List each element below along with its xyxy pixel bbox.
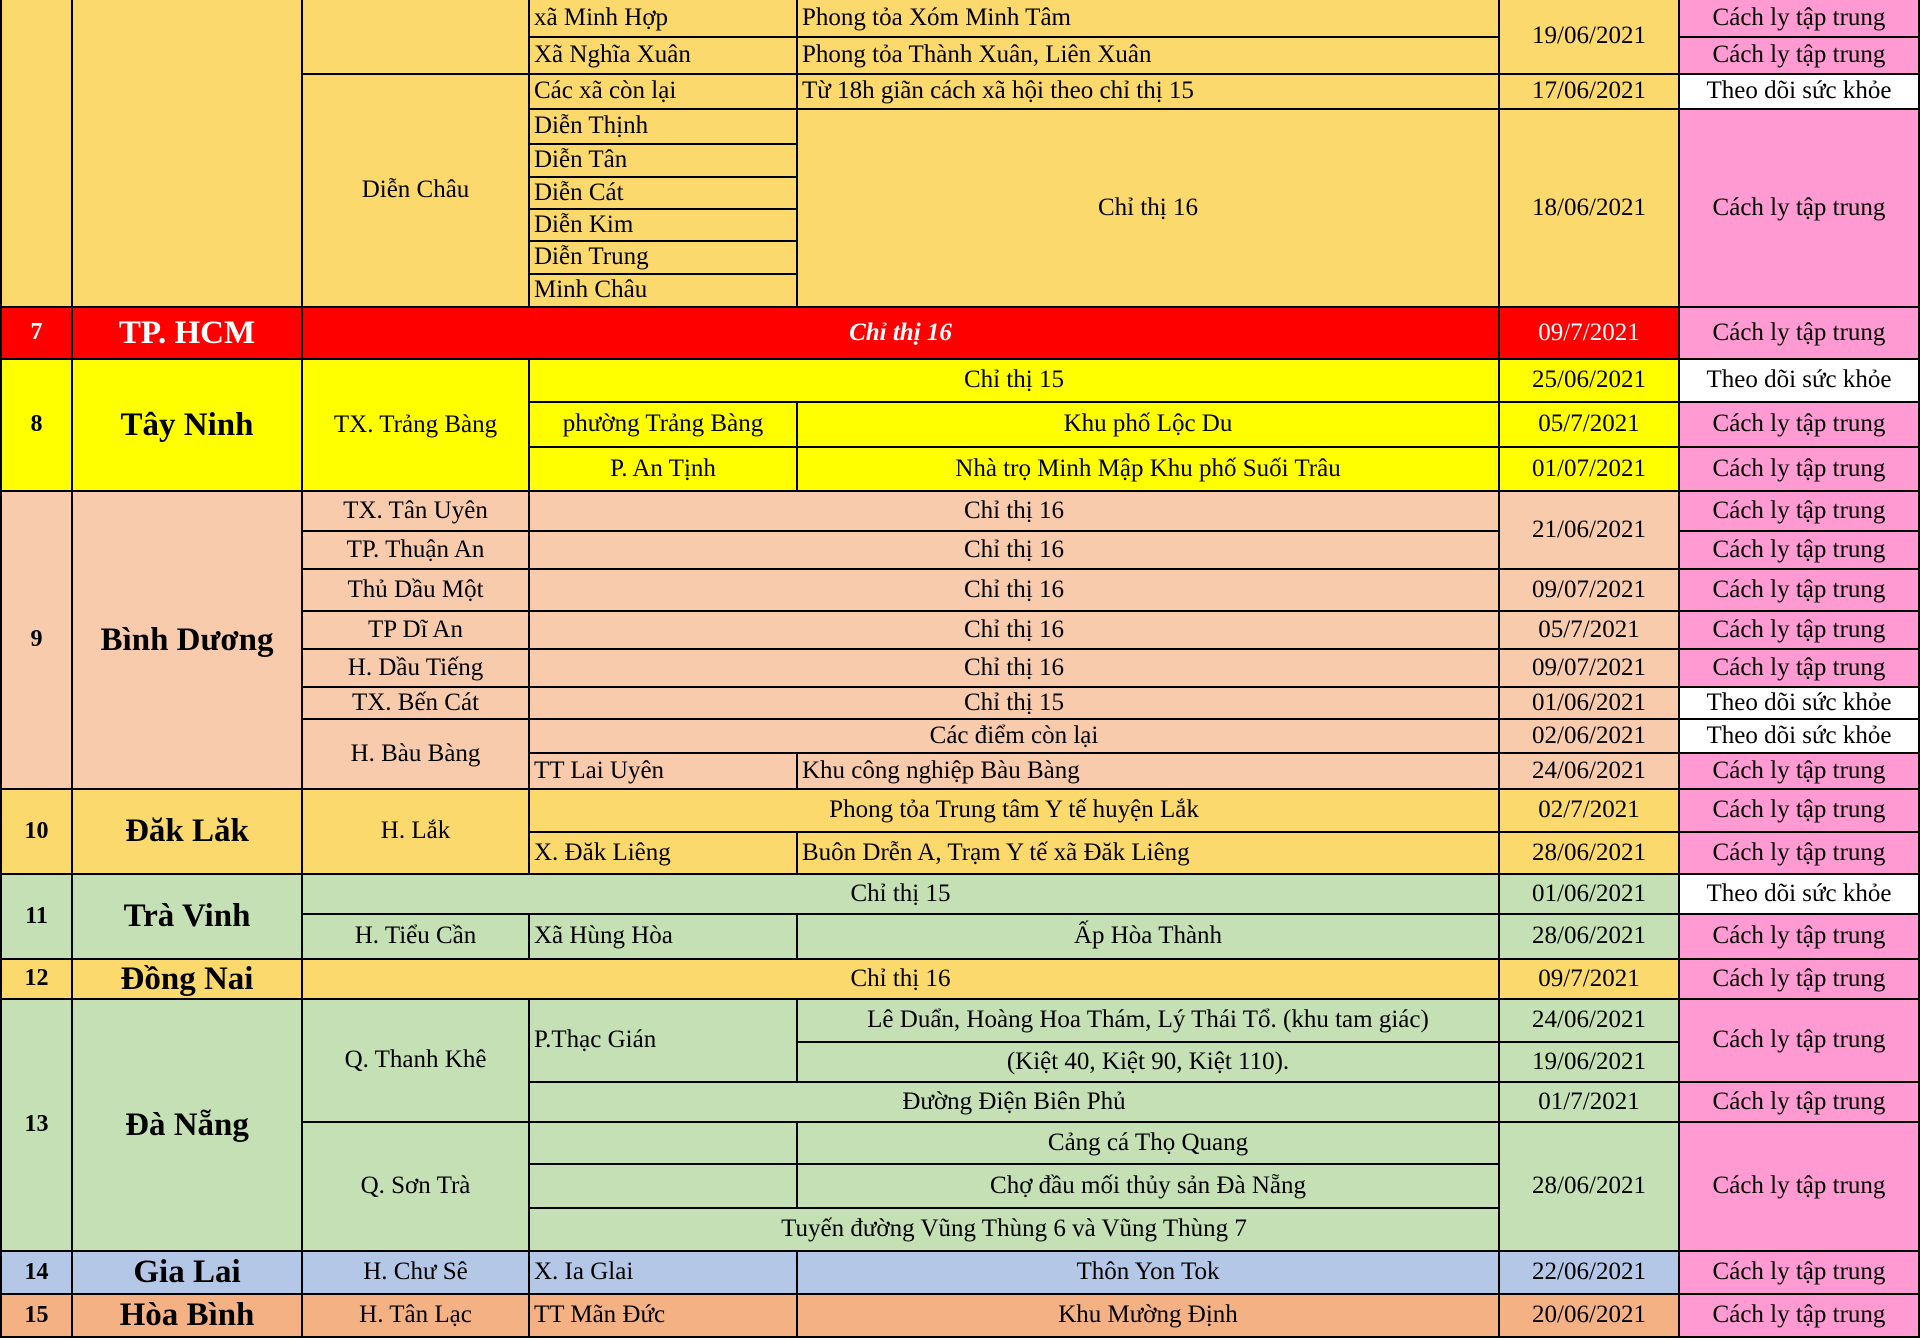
area-cell: Khu phố Lộc Du — [798, 403, 1500, 448]
district-cell: H. Lắk — [303, 790, 530, 875]
area-cell: Phong tỏa Trung tâm Y tế huyện Lắk — [530, 790, 1500, 833]
district-cell: Q. Sơn Trà — [303, 1123, 530, 1252]
date-cell: 24/06/2021 — [1500, 754, 1680, 790]
date-cell: 20/06/2021 — [1500, 1295, 1680, 1338]
date-cell: 21/06/2021 — [1500, 492, 1680, 570]
area-cell: Chỉ thị 16 — [303, 308, 1500, 360]
area-cell: Chỉ thị 16 — [530, 532, 1500, 570]
commune-cell: Các xã còn lại — [530, 75, 798, 110]
commune-cell: P. An Tịnh — [530, 448, 798, 492]
area-cell: Chỉ thị 16 — [530, 492, 1500, 532]
date-cell: 02/7/2021 — [1500, 790, 1680, 833]
commune-cell: Xã Hùng Hòa — [530, 915, 798, 960]
district-cell — [303, 0, 530, 75]
commune-cell: phường Trảng Bàng — [530, 403, 798, 448]
status-cell: Cách ly tập trung — [1680, 403, 1920, 448]
commune-cell: xã Minh Hợp — [530, 0, 798, 38]
status-cell: Cách ly tập trung — [1680, 915, 1920, 960]
area-cell: Khu công nghiệp Bàu Bàng — [798, 754, 1500, 790]
date-cell: 05/7/2021 — [1500, 403, 1680, 448]
date-cell: 17/06/2021 — [1500, 75, 1680, 110]
area-cell: Chỉ thị 15 — [530, 688, 1500, 720]
commune-cell: Diễn Thịnh — [530, 110, 798, 145]
status-cell: Cách ly tập trung — [1680, 570, 1920, 612]
province-cell: Trà Vinh — [73, 875, 303, 960]
date-cell: 02/06/2021 — [1500, 720, 1680, 754]
province-cell: Gia Lai — [73, 1252, 303, 1295]
area-cell: Cảng cá Thọ Quang — [798, 1123, 1500, 1165]
stt-cell: 11 — [0, 875, 73, 960]
stt-cell: 13 — [0, 1000, 73, 1252]
area-cell: Tuyến đường Vũng Thùng 6 và Vũng Thùng 7 — [530, 1209, 1500, 1252]
status-cell: Theo dõi sức khỏe — [1680, 360, 1920, 403]
status-cell: Cách ly tập trung — [1680, 38, 1920, 75]
date-cell: 24/06/2021 — [1500, 1000, 1680, 1043]
date-cell: 01/06/2021 — [1500, 688, 1680, 720]
status-cell: Theo dõi sức khỏe — [1680, 720, 1920, 754]
stt-cell: 9 — [0, 492, 73, 790]
status-cell: Cách ly tập trung — [1680, 1295, 1920, 1338]
province-cell: Đồng Nai — [73, 960, 303, 1000]
district-cell: TP. Thuận An — [303, 532, 530, 570]
status-cell: Cách ly tập trung — [1680, 0, 1920, 38]
commune-cell: Diễn Tân — [530, 145, 798, 178]
area-cell: Lê Duẩn, Hoàng Hoa Thám, Lý Thái Tổ. (khu tam giác) — [798, 1000, 1500, 1043]
area-cell: Chợ đầu mối thủy sản Đà Nẵng — [798, 1165, 1500, 1209]
status-cell: Cách ly tập trung — [1680, 1000, 1920, 1083]
area-cell: Chỉ thị 16 — [303, 960, 1500, 1000]
stt-cell: 7 — [0, 308, 73, 360]
district-cell: H. Tân Lạc — [303, 1295, 530, 1338]
stt-cell: 14 — [0, 1252, 73, 1295]
commune-cell: P.Thạc Gián — [530, 1000, 798, 1083]
status-cell: Cách ly tập trung — [1680, 1252, 1920, 1295]
stt-cell — [0, 0, 73, 308]
commune-cell — [530, 1123, 798, 1165]
area-cell: Thôn Yon Tok — [798, 1252, 1500, 1295]
area-cell: Chỉ thị 16 — [530, 570, 1500, 612]
status-cell: Theo dõi sức khỏe — [1680, 688, 1920, 720]
commune-cell: Minh Châu — [530, 275, 798, 308]
commune-cell: X. Đăk Liêng — [530, 833, 798, 875]
date-cell: 28/06/2021 — [1500, 833, 1680, 875]
area-cell: Đường Điện Biên Phủ — [530, 1083, 1500, 1123]
area-cell: Các điểm còn lại — [530, 720, 1500, 754]
district-cell: H. Chư Sê — [303, 1252, 530, 1295]
stt-cell: 15 — [0, 1295, 73, 1338]
date-cell: 01/07/2021 — [1500, 448, 1680, 492]
status-cell: Cách ly tập trung — [1680, 790, 1920, 833]
status-cell: Cách ly tập trung — [1680, 833, 1920, 875]
province-cell: Đăk Lăk — [73, 790, 303, 875]
area-cell: Từ 18h giãn cách xã hội theo chỉ thị 15 — [798, 75, 1500, 110]
commune-cell — [530, 1165, 798, 1209]
area-cell: Chỉ thị 15 — [530, 360, 1500, 403]
stt-cell: 10 — [0, 790, 73, 875]
district-cell: Thủ Dầu Một — [303, 570, 530, 612]
status-cell: Cách ly tập trung — [1680, 1083, 1920, 1123]
status-cell: Cách ly tập trung — [1680, 110, 1920, 308]
district-cell: Diễn Châu — [303, 75, 530, 308]
district-cell: TX. Tân Uyên — [303, 492, 530, 532]
district-cell: TX. Trảng Bàng — [303, 360, 530, 492]
district-cell: H. Dầu Tiếng — [303, 650, 530, 688]
date-cell: 22/06/2021 — [1500, 1252, 1680, 1295]
status-cell: Cách ly tập trung — [1680, 492, 1920, 532]
commune-cell: Diễn Trung — [530, 242, 798, 275]
commune-cell: TT Lai Uyên — [530, 754, 798, 790]
area-cell: Chỉ thị 16 — [798, 110, 1500, 308]
area-cell: Chỉ thị 15 — [303, 875, 1500, 915]
commune-cell: Diễn Cát — [530, 178, 798, 210]
area-cell: Chỉ thị 16 — [530, 650, 1500, 688]
date-cell: 19/06/2021 — [1500, 1043, 1680, 1083]
status-cell: Cách ly tập trung — [1680, 754, 1920, 790]
province-cell: Hòa Bình — [73, 1295, 303, 1338]
status-cell: Cách ly tập trung — [1680, 650, 1920, 688]
area-cell: Phong tỏa Thành Xuân, Liên Xuân — [798, 38, 1500, 75]
status-cell: Cách ly tập trung — [1680, 448, 1920, 492]
province-cell: Đà Nẵng — [73, 1000, 303, 1252]
date-cell: 25/06/2021 — [1500, 360, 1680, 403]
date-cell: 01/7/2021 — [1500, 1083, 1680, 1123]
date-cell: 05/7/2021 — [1500, 612, 1680, 650]
date-cell: 18/06/2021 — [1500, 110, 1680, 308]
area-cell: Phong tỏa Xóm Minh Tâm — [798, 0, 1500, 38]
status-cell: Cách ly tập trung — [1680, 960, 1920, 1000]
province-cell — [73, 0, 303, 308]
date-cell: 01/06/2021 — [1500, 875, 1680, 915]
date-cell: 19/06/2021 — [1500, 0, 1680, 75]
status-cell: Cách ly tập trung — [1680, 532, 1920, 570]
status-cell: Theo dõi sức khỏe — [1680, 875, 1920, 915]
area-cell: Ấp Hòa Thành — [798, 915, 1500, 960]
district-cell: TP Dĩ An — [303, 612, 530, 650]
area-cell: Chỉ thị 16 — [530, 612, 1500, 650]
commune-cell: Diễn Kim — [530, 210, 798, 242]
district-cell: H. Bàu Bàng — [303, 720, 530, 790]
date-cell: 09/7/2021 — [1500, 308, 1680, 360]
area-cell: Nhà trọ Minh Mập Khu phố Suối Trâu — [798, 448, 1500, 492]
province-cell: TP. HCM — [73, 308, 303, 360]
status-cell: Cách ly tập trung — [1680, 612, 1920, 650]
area-cell: Khu Mường Định — [798, 1295, 1500, 1338]
province-cell: Bình Dương — [73, 492, 303, 790]
area-cell: (Kiệt 40, Kiệt 90, Kiệt 110). — [798, 1043, 1500, 1083]
district-cell: H. Tiểu Cần — [303, 915, 530, 960]
commune-cell: X. Ia Glai — [530, 1252, 798, 1295]
province-cell: Tây Ninh — [73, 360, 303, 492]
district-cell: TX. Bến Cát — [303, 688, 530, 720]
date-cell: 09/07/2021 — [1500, 570, 1680, 612]
commune-cell: Xã Nghĩa Xuân — [530, 38, 798, 75]
date-cell: 09/07/2021 — [1500, 650, 1680, 688]
stt-cell: 12 — [0, 960, 73, 1000]
status-cell: Cách ly tập trung — [1680, 308, 1920, 360]
district-cell: Q. Thanh Khê — [303, 1000, 530, 1123]
status-cell: Theo dõi sức khỏe — [1680, 75, 1920, 110]
status-cell: Cách ly tập trung — [1680, 1123, 1920, 1252]
commune-cell: TT Mãn Đức — [530, 1295, 798, 1338]
date-cell: 28/06/2021 — [1500, 915, 1680, 960]
area-cell: Buôn Drễn A, Trạm Y tế xã Đăk Liêng — [798, 833, 1500, 875]
date-cell: 09/7/2021 — [1500, 960, 1680, 1000]
date-cell: 28/06/2021 — [1500, 1123, 1680, 1252]
stt-cell: 8 — [0, 360, 73, 492]
